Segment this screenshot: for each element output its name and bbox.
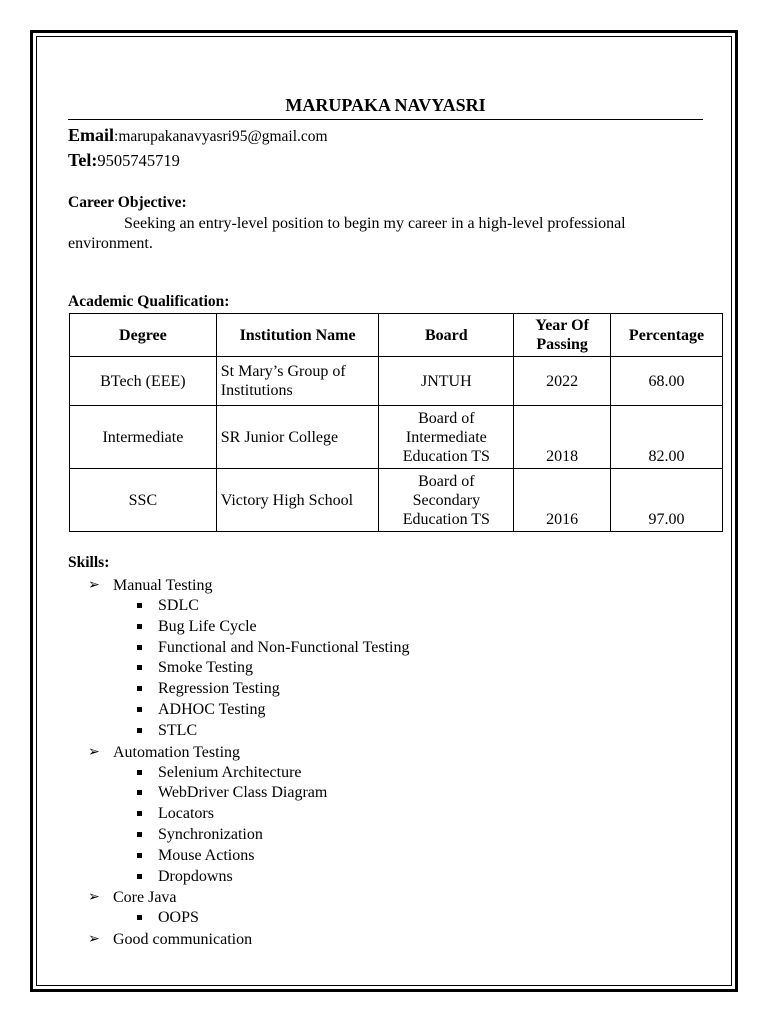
square-bullet-icon [137,603,142,608]
list-item: ➢ Automation Testing [88,743,241,761]
list-item: ➢ Manual Testing [88,577,213,594]
tel-value: 9505745719 [97,151,180,170]
skill-group-manual-testing [68,575,708,742]
square-bullet-icon [137,811,142,816]
cell-degree: BTech (EEE) [70,357,217,406]
cell-institution: SR Junior College [216,406,379,469]
cell-percentage: 82.00 [611,406,723,469]
list-item: Smoke Testing [68,658,708,679]
square-bullet-icon [137,915,142,920]
cell-institution: St Mary’s Group of Institutions [216,357,379,406]
cell-year: 2022 [514,357,611,406]
header-year: Year Of Passing [514,314,611,357]
tel-line [68,150,180,171]
email-value: marupakanavyasri95@gmail.com [118,128,328,145]
list-item: Selenium Architecture [68,763,708,784]
arrow-bullet-icon: ➢ [88,932,100,948]
skill-group-automation-testing [68,742,708,888]
list-item: Locators [68,804,708,825]
header-percentage: Percentage [611,314,723,357]
list-item: SDLC [68,596,708,617]
square-bullet-icon [137,853,142,858]
cell-board: Board of Secondary Education TS [379,469,514,532]
square-bullet-icon [137,624,142,629]
skill-group-communication [68,929,708,950]
career-objective-body: Seeking an entry-level position to begin my career in a high-level professional environment. [68,215,626,252]
cell-degree: SSC [70,469,217,532]
email-separator: : [114,128,119,145]
cell-board: JNTUH [379,357,514,406]
table-header-row [70,314,723,357]
header-degree: Degree [70,314,217,357]
square-bullet-icon [137,665,142,670]
cell-percentage: 97.00 [611,469,723,532]
list-item: WebDriver Class Diagram [68,783,708,804]
arrow-bullet-icon: ➢ [88,744,100,760]
square-bullet-icon [137,707,142,712]
cell-degree: Intermediate [70,406,217,469]
email-line [68,125,328,147]
header-board: Board [379,314,514,357]
skills-title: Skills: [68,554,110,571]
academic-table [69,313,723,532]
cell-board: Board of Intermediate Education TS [379,406,514,469]
table-row [70,469,723,532]
name-underline [68,119,703,120]
header-institution: Institution Name [216,314,379,357]
candidate-name: MARUPAKA NAVYASRI [285,95,486,115]
square-bullet-icon [137,770,142,775]
square-bullet-icon [137,728,142,733]
list-item: ADHOC Testing [68,700,708,721]
list-item: Regression Testing [68,679,708,700]
cell-percentage: 68.00 [611,357,723,406]
list-item: Bug Life Cycle [68,617,708,638]
table-row [70,357,723,406]
arrow-bullet-icon: ➢ [88,890,100,906]
arrow-bullet-icon: ➢ [88,578,100,593]
cell-institution: Victory High School [216,469,379,532]
academic-title: Academic Qualification: [68,293,230,310]
square-bullet-icon [137,832,142,837]
cell-year: 2018 [514,406,611,469]
table-row [70,406,723,469]
tel-label: Tel: [68,150,98,170]
skills-list [68,575,708,950]
list-item: Mouse Actions [68,846,708,867]
list-item: Dropdowns [68,867,708,888]
career-objective-text [68,214,708,254]
square-bullet-icon [137,790,142,795]
career-objective-title: Career Objective: [68,194,187,211]
list-item: Synchronization [68,825,708,846]
email-label: Email [68,125,115,145]
square-bullet-icon [137,874,142,879]
list-item: STLC [68,721,708,742]
square-bullet-icon [137,686,142,691]
list-item: ➢ Core Java [88,889,177,907]
square-bullet-icon [137,645,142,650]
list-item: ➢ Good communication [88,931,253,949]
skill-group-core-java [68,887,708,929]
list-item: Functional and Non-Functional Testing [68,638,708,659]
cell-year: 2016 [514,469,611,532]
list-item: OOPS [68,908,708,929]
